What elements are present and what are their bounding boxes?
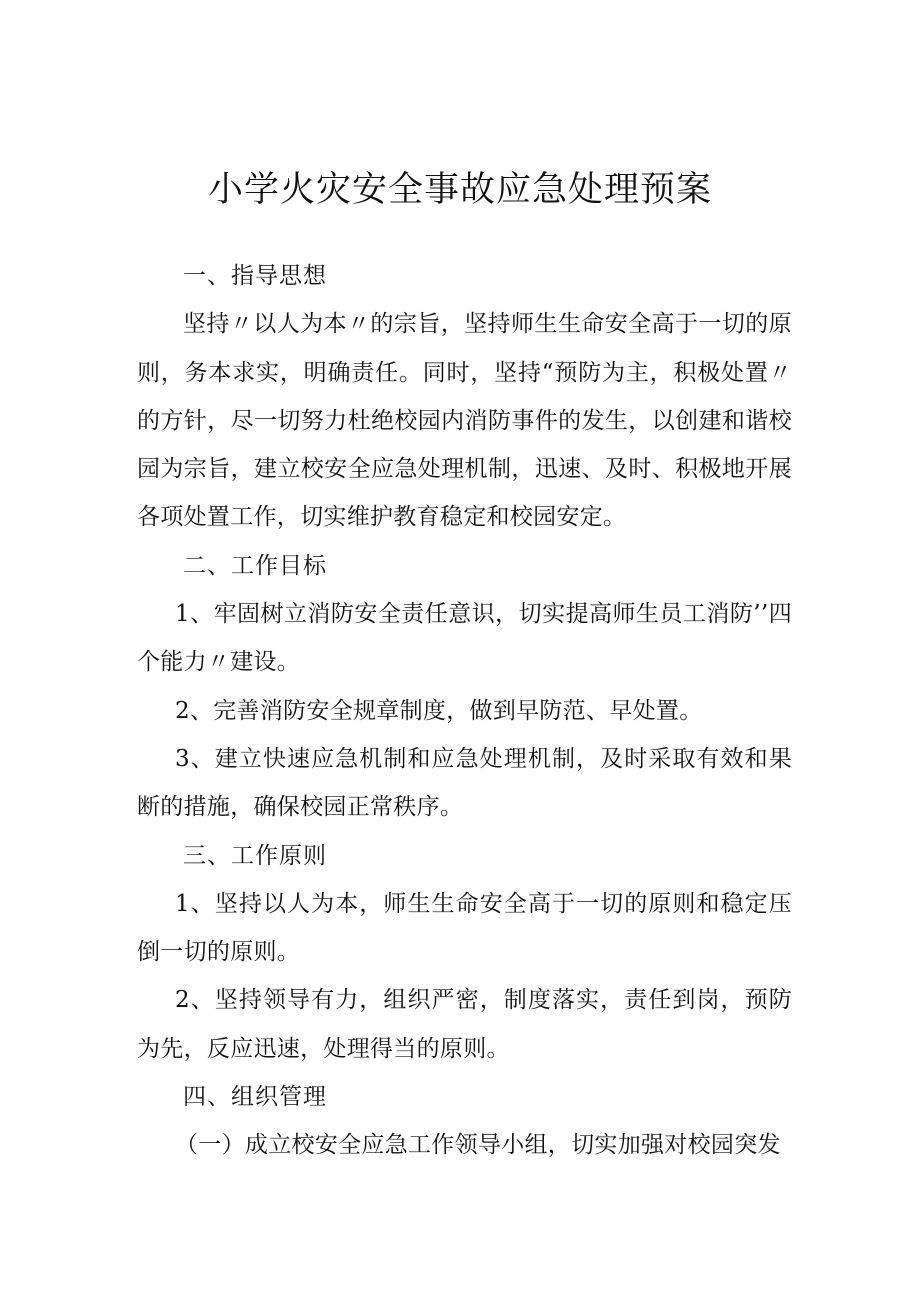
document-body — [137, 252, 792, 1170]
paragraph-principle-1: 1、坚持以人为本，师生生命安全高于一切的原则和稳定压倒一切的原则。 — [137, 890, 792, 966]
section-heading-organization-management: 四、组织管理 — [183, 1084, 327, 1111]
paragraph-goal-3: 3、建立快速应急机制和应急处理机制，及时采取有效和果断的措施，确保校园正常秩序。 — [137, 745, 792, 821]
paragraph-principle-2: 2、坚持领导有力，组织严密，制度落实，责任到岗，预防为先，反应迅速，处理得当的原则。 — [137, 987, 792, 1062]
paragraph-guiding-ideology: 坚持〃以人为本〃的宗旨，坚持师生生命安全高于一切的原则，务本求实，明确责任。同时，坚持“预防为主，积极处置〃的方针，尽一切努力杜绝校园内消防事件的发生，以创建和谐校园为宗旨，建立校安全应急处理机制，迅速、及时、积极地开展各项处置工作，切实维护教育稳定和校园安定。 — [137, 311, 792, 531]
section-heading-work-goals: 二、工作目标 — [183, 552, 327, 579]
section-heading-work-principles: 三、工作原则 — [183, 842, 327, 869]
section-heading-guiding-ideology: 一、指导思想 — [183, 263, 327, 289]
paragraph-goal-2: 2、完善消防安全规章制度，做到早防范、早处置。 — [175, 697, 703, 724]
document-title: 小学火灾安全事故应急处理预案 — [207, 170, 712, 210]
paragraph-organization-1: （一）成立校安全应急工作领导小组，切实加强对校园突发 — [175, 1132, 781, 1159]
paragraph-goal-1: 1、牢固树立消防安全责任意识，切实提高师生员工消防’’四个能力〃建设。 — [137, 601, 792, 676]
